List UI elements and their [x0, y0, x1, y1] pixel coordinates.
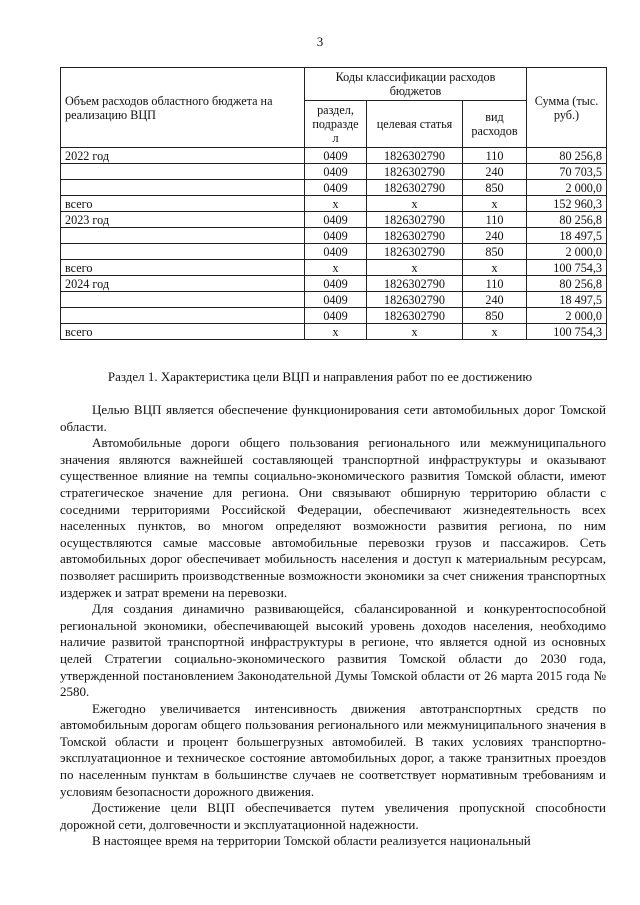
row-label: [61, 308, 305, 324]
row-section: 0409: [305, 308, 367, 324]
table-row: [61, 180, 607, 196]
row-target: 1826302790: [367, 276, 463, 292]
row-target: 1826302790: [367, 180, 463, 196]
paragraph: Для создания динамично развивающейся, сбалансированной и конкурентоспособной региональной экономики, обеспечивающей высокий уровень доходов населения, необходимо наличие развитой транспортной инфраструктуры в регионе, что является одной из основных целей Стратегии социально-экономического развития Томской области до 2030 года, утвержденной постановлением Законодательной Думы Томской области от 26 марта 2015 года № 2580.: [60, 601, 606, 700]
table-row: [61, 164, 607, 180]
page-number: 3: [316, 34, 324, 49]
row-sum: 2 000,0: [527, 244, 607, 260]
row-label: 2024 год: [61, 276, 305, 292]
table-row: [61, 148, 607, 164]
row-sum: 100 754,3: [527, 260, 607, 276]
row-sum: 18 497,5: [527, 292, 607, 308]
row-sum: 2 000,0: [527, 308, 607, 324]
table-row: [61, 308, 607, 324]
row-type: 240: [463, 228, 527, 244]
budget-table: [60, 67, 607, 340]
row-section: х: [305, 196, 367, 212]
row-section: 0409: [305, 228, 367, 244]
row-target: 1826302790: [367, 212, 463, 228]
table-row-total: [61, 196, 607, 212]
paragraph: Автомобильные дороги общего пользования регионального или межмуниципального значения являются важнейшей составляющей транспортной инфраструктуры и оказывают существенное влияние на темпы социально-экономического развития Томской области, имеют стратегическое значение для региона. Они связывают обширную территорию области с соседними территориями Российской Федерации, обеспечивают жизнедеятельность всех населенных пунктов, во многом определяют возможности развития региона, по ним осуществляются самые массовые автомобильные перевозки грузов и пассажиров. Сеть автомобильных дорог обеспечивает мобильность населения и доступ к материальным ресурсам, позволяет расширить производственные возможности экономики за счет снижения транспортных издержек и затрат времени на перевозки.: [60, 435, 606, 600]
row-label: всего: [61, 324, 305, 340]
row-type: х: [463, 196, 527, 212]
row-target: 1826302790: [367, 308, 463, 324]
row-section: 0409: [305, 212, 367, 228]
paragraph: В настоящее время на территории Томской области реализуется национальный: [92, 833, 531, 849]
table-row: [61, 212, 607, 228]
row-section: х: [305, 260, 367, 276]
row-type: 240: [463, 164, 527, 180]
row-label: всего: [61, 196, 305, 212]
row-section: 0409: [305, 292, 367, 308]
row-type: 850: [463, 180, 527, 196]
paragraph: Достижение цели ВЦП обеспечивается путем увеличения пропускной способности дорожной сети, долговечности и эксплуатационной надежности.: [60, 800, 606, 832]
table-row: [61, 244, 607, 260]
row-type: 850: [463, 244, 527, 260]
row-section: 0409: [305, 244, 367, 260]
row-sum: 70 703,5: [527, 164, 607, 180]
table-row: [61, 292, 607, 308]
row-target: 1826302790: [367, 228, 463, 244]
row-type: х: [463, 260, 527, 276]
row-target: 1826302790: [367, 292, 463, 308]
row-target: 1826302790: [367, 244, 463, 260]
section-title: Раздел 1. Характеристика цели ВЦП и направления работ по ее достижению: [107, 369, 533, 384]
row-section: 0409: [305, 164, 367, 180]
row-type: 240: [463, 292, 527, 308]
row-sum: 18 497,5: [527, 228, 607, 244]
row-target: 1826302790: [367, 164, 463, 180]
row-label: [61, 292, 305, 308]
row-type: 850: [463, 308, 527, 324]
row-section: 0409: [305, 148, 367, 164]
table-row: [61, 276, 607, 292]
row-label: [61, 228, 305, 244]
row-target: х: [367, 260, 463, 276]
row-type: х: [463, 324, 527, 340]
header-section: раздел, подразде л: [305, 101, 367, 148]
row-sum: 80 256,8: [527, 148, 607, 164]
row-type: 110: [463, 276, 527, 292]
paragraph: Ежегодно увеличивается интенсивность движения автотранспортных средств по автомобильным дорогам общего пользования регионального или межмуниципального значения в Томской области и процент большегрузных автомобилей. В таких условиях транспортно-эксплуатационное и техническое состояние автомобильных дорог, а также транзитных проездов по населенным пунктам в большинстве случаев не соответствует нормативным требованиям и условиям безопасности дорожного движения.: [60, 700, 606, 799]
header-type: вид расходов: [463, 101, 527, 148]
row-label: [61, 180, 305, 196]
row-label: 2023 год: [61, 212, 305, 228]
row-sum: 80 256,8: [527, 276, 607, 292]
table-row: [61, 228, 607, 244]
body-text: [60, 402, 606, 850]
header-target: целевая статья: [367, 101, 463, 148]
header-volume: Объем расходов областного бюджета на реализацию ВЦП: [61, 68, 305, 148]
row-target: х: [367, 196, 463, 212]
paragraph: Целью ВЦП является обеспечение функционирования сети автомобильных дорог Томской области.: [60, 402, 606, 434]
row-type: 110: [463, 212, 527, 228]
row-target: х: [367, 324, 463, 340]
row-type: 110: [463, 148, 527, 164]
table-row-total: [61, 260, 607, 276]
row-label: [61, 164, 305, 180]
table-row-total: [61, 324, 607, 340]
header-sum: Сумма (тыс. руб.): [527, 68, 607, 148]
header-codes: Коды классификации расходов бюджетов: [305, 68, 527, 101]
row-section: 0409: [305, 180, 367, 196]
row-sum: 152 960,3: [527, 196, 607, 212]
row-section: х: [305, 324, 367, 340]
row-label: 2022 год: [61, 148, 305, 164]
row-sum: 2 000,0: [527, 180, 607, 196]
row-target: 1826302790: [367, 148, 463, 164]
row-label: [61, 244, 305, 260]
row-label: всего: [61, 260, 305, 276]
row-sum: 80 256,8: [527, 212, 607, 228]
row-sum: 100 754,3: [527, 324, 607, 340]
row-section: 0409: [305, 276, 367, 292]
